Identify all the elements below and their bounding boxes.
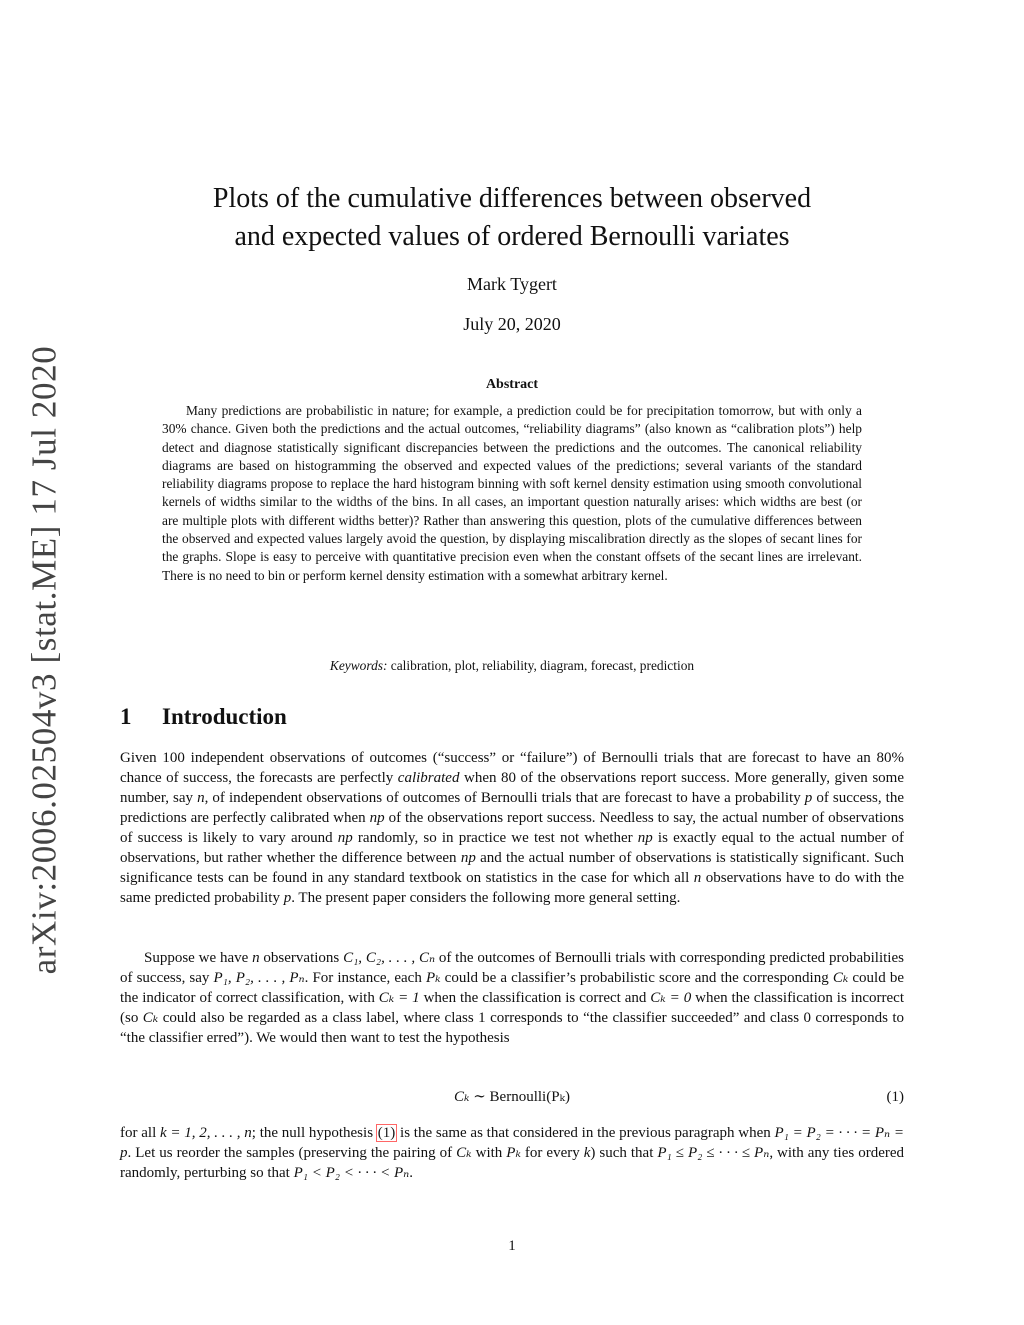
text-run: could be a classifier’s probabilistic score and the corresponding <box>440 970 833 986</box>
math: np <box>637 830 653 846</box>
math: Cₖ <box>832 970 849 986</box>
math: k <box>583 1145 591 1161</box>
math: np <box>369 810 385 826</box>
math: Cₖ = 0 <box>650 990 692 1006</box>
math: Pₖ <box>506 1145 521 1161</box>
section-number: 1 <box>120 704 132 729</box>
text-run: when the classification is correct and <box>419 990 651 1006</box>
math: P₁, P₂, . . . , Pₙ <box>213 970 305 986</box>
text-run: . For instance, each <box>304 970 426 986</box>
text-run: observations <box>259 950 344 966</box>
arxiv-sidebar <box>20 345 68 975</box>
text-run: Suppose we have <box>144 950 253 966</box>
text-run: is the same as that considered in the previous paragraph when <box>396 1125 775 1141</box>
math: P₁ < P₂ < · · · < Pₙ <box>293 1165 410 1181</box>
text-run: . Let us reorder the samples (preserving the pairing of <box>127 1145 457 1161</box>
intro-paragraph-2 <box>120 948 904 1048</box>
text-run: . <box>409 1165 413 1181</box>
arxiv-identifier: arXiv:2006.02504v3 [stat.ME] 17 Jul 2020 <box>24 345 63 975</box>
author: Mark Tygert <box>467 274 557 294</box>
math: np <box>337 830 353 846</box>
text-run: when the classification is incorrect (so <box>120 990 904 1026</box>
text-run: Given 100 independent observations of outcomes (“success” or “failure”) of Bernoulli trials that are forecast to have an 80% chance of success, the forecasts are perfectly <box>120 750 904 786</box>
math: Cₖ <box>456 1145 472 1161</box>
text-run: ) such that <box>590 1145 658 1161</box>
math: n <box>693 870 702 886</box>
page-number: 1 <box>508 1238 516 1254</box>
text-run: , with any ties ordered randomly, perturbing so that <box>120 1145 905 1181</box>
equation-reference-link[interactable]: (1) <box>377 1125 396 1141</box>
math: Bernoulli(Pₖ) <box>489 1089 571 1105</box>
text-run: of the observations report success. Needless to say, the actual number of observations of success is likely to vary around <box>120 810 904 846</box>
math: Cₖ = 1 <box>378 990 420 1006</box>
text-run: . The present paper considers the following more general setting. <box>291 890 681 906</box>
math: C₁, C₂, . . . , Cₙ <box>343 950 436 966</box>
title-line-1: Plots of the cumulative differences between observed <box>212 183 812 214</box>
text-run: when 80 of the observations report success. More generally, given some number, say <box>120 770 904 806</box>
equation-body <box>120 1086 904 1108</box>
math: n <box>197 790 205 806</box>
text-run: observations have to do with the same predicted probability <box>120 870 905 906</box>
keywords <box>120 658 904 674</box>
text-run: with <box>471 1145 507 1161</box>
abstract-text: Many predictions are probabilistic in nature; for example, a prediction could be for precipitation tomorrow, but with only a 30% chance. Given both the predictions and the actual outcomes, “reliability diagrams” (also known as “calibration plots”) help detect and diagnose statistically significant discrepancies between the predictions and the outcomes. The canonical reliability diagrams are based on histogramming the observed and expected values of the predictions; several variants of the standard reliability diagrams propose to replace the hard histogram binning with soft kernel density estimation using smooth convolutional kernels of widths similar to the widths of the bins. In all cases, an important question naturally arises: which widths are best (or are multiple plots with different widths better)? Rather than answering this question, plots of the cumulative differences between the observed and expected values largely avoid the question, by displaying miscalibration directly as the slopes of secant lines for the graphs. Slope is easy to perceive with quantitative precision even when the constant offsets of the secant lines are irrelevant. There is no need to bin or perform kernel density estimation with a somewhat arbitrary kernel. <box>162 403 862 583</box>
keywords-label: Keywords: <box>329 658 388 673</box>
keywords-list: calibration, plot, reliability, diagram, forecast, prediction <box>390 658 695 673</box>
date: July 20, 2020 <box>463 314 561 334</box>
equation-number: (1) <box>886 1089 904 1105</box>
text-run: ; the null hypothesis <box>251 1125 377 1141</box>
intro-paragraph-1 <box>120 748 904 908</box>
math: p <box>283 890 292 906</box>
text-run: , of independent observations of outcomes of Bernoulli trials that are forecast to have a probability <box>204 790 805 806</box>
math: n <box>252 950 260 966</box>
math: P₁ = P₂ = · · · = Pₙ = p <box>120 1125 905 1161</box>
text-run: of success, the predictions are perfectly calibrated when <box>120 790 904 826</box>
text-run: could be the indicator of correct classification, with <box>120 970 904 1006</box>
text-run: of the outcomes of Bernoulli trials with corresponding predicted probabilities of success, say <box>120 950 904 986</box>
section-heading <box>120 704 287 730</box>
math: ∼ <box>469 1089 490 1105</box>
text-run: for every <box>520 1145 584 1161</box>
text-run: and the actual number of observations is statistically significant. Such significance tests can be found in any standard textbook on statistics in the case for which all <box>120 850 904 886</box>
paper-title <box>120 180 904 256</box>
math: P₁ ≤ P₂ ≤ · · · ≤ Pₙ <box>657 1145 770 1161</box>
math: Pₖ <box>425 970 441 986</box>
text-run: randomly, so in practice we test not whether <box>352 830 638 846</box>
text-run: could also be regarded as a class label, where class 1 corresponds to “the classifier succeeded” and class 0 corresponds to “the classifier erred”). We would then want to test the hypothesis <box>120 1010 905 1046</box>
math: np <box>460 850 476 866</box>
text-run: is exactly equal to the actual number of observations, but rather whether the difference between <box>120 830 904 866</box>
equation-1 <box>120 1086 904 1108</box>
math: p <box>804 790 813 806</box>
intro-paragraph-3 <box>120 1123 904 1183</box>
math: k = 1, 2, . . . , n <box>159 1125 252 1141</box>
math: Cₖ <box>142 1010 159 1026</box>
emphasis: calibrated <box>397 770 460 786</box>
abstract-heading: Abstract <box>485 377 539 392</box>
section-title: Introduction <box>162 704 287 729</box>
text-run: for all <box>120 1125 160 1141</box>
math: Cₖ <box>453 1089 470 1105</box>
title-line-2: and expected values of ordered Bernoulli variates <box>234 221 790 252</box>
